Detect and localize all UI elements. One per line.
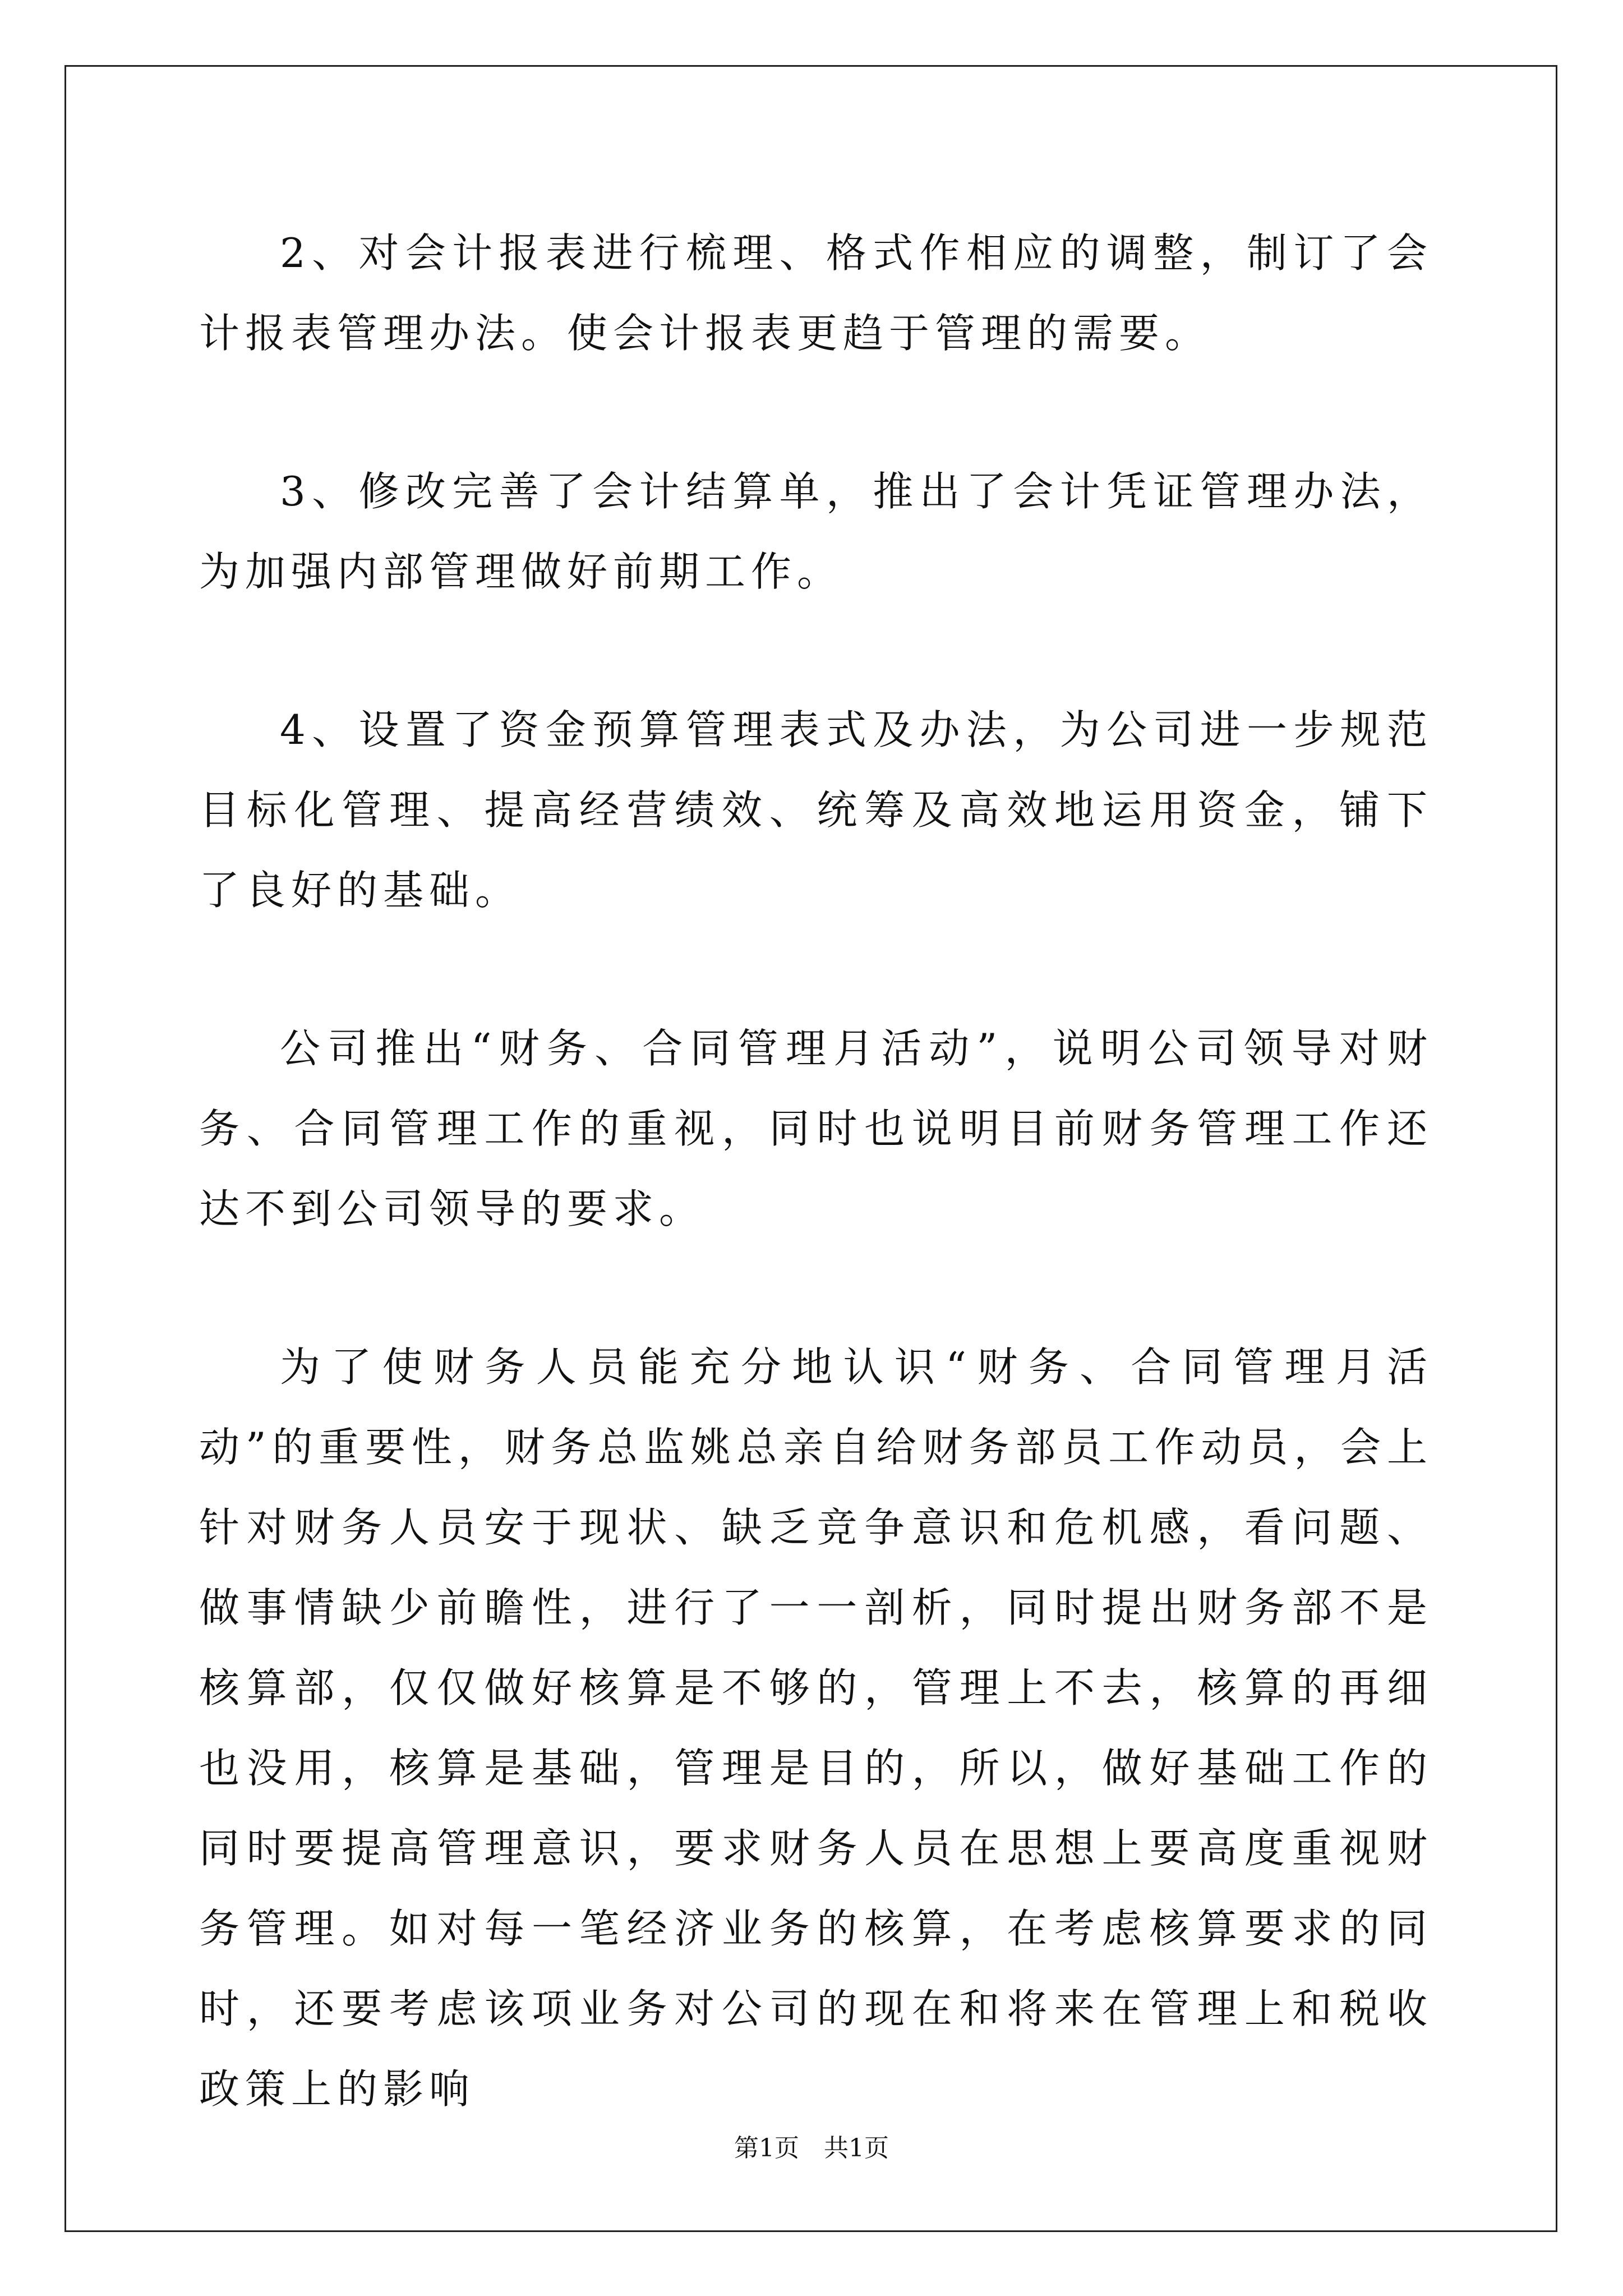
paragraph-staff-mobilization: 为了使财务人员能充分地认识“财务、合同管理月活动”的重要性，财务总监姚总亲自给财务部员工作动员，会上针对财务人员安于现状、缺乏竞争意识和危机感，看问题、做事情缺少前瞻性，进行了一一剖析，同时提出财务部不是核算部，仅仅做好核算是不够的，管理上不去，核算的再细也没用，核算是基础，管理是目的，所以，做好基础工作的同时要提高管理意识，要求财务人员在思想上要高度重视财务管理。如对每一笔经济业务的核算，在考虑核算要求的同时，还要考虑该项业务对公司的现在和将来在管理上和税收政策上的影响 — [199, 1343, 1433, 2113]
page-number-footer: 第1页 共1页 — [734, 2134, 889, 2162]
paragraph-item-3: 3、修改完善了会计结算单，推出了会计凭证管理办法，为加强内部管理做好前期工作。 — [199, 468, 1433, 595]
paragraph-management-month: 公司推出“财务、合同管理月活动”，说明公司领导对财务、合同管理工作的重视，同时也说明目前财务管理工作还达不到公司领导的要求。 — [199, 1025, 1433, 1232]
document-body — [199, 213, 1433, 2129]
paragraph-item-2: 2、对会计报表进行梳理、格式作相应的调整，制订了会计报表管理办法。使会计报表更趋于管理的需要。 — [199, 229, 1433, 357]
paragraph-item-4: 4、设置了资金预算管理表式及办法，为公司进一步规范目标化管理、提高经营绩效、统筹及高效地运用资金，铺下了良好的基础。 — [199, 706, 1433, 914]
